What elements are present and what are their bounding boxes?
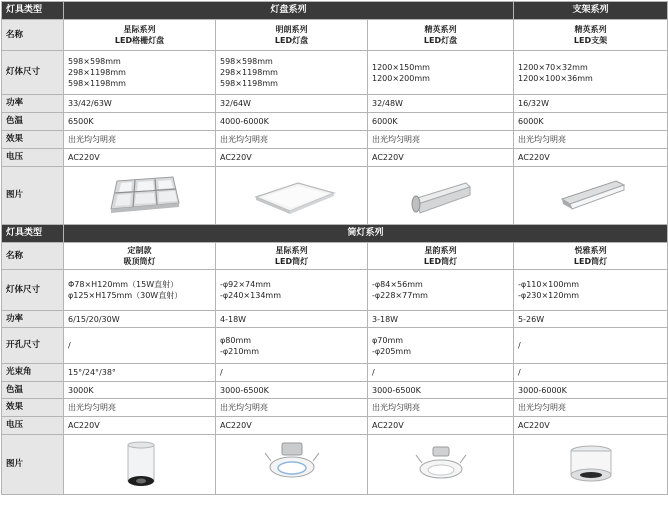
product-series: 星际系列 — [275, 246, 308, 255]
top-name-row — [2, 20, 668, 51]
flat-panel-image — [242, 173, 342, 219]
size-cell — [514, 51, 668, 95]
size-value: 598×1198mm — [68, 79, 126, 88]
voltage-value: AC220V — [368, 417, 514, 435]
row-label-voltage: 电压 — [2, 149, 64, 167]
power-value: 16/32W — [514, 95, 668, 113]
row-label-power: 功率 — [2, 95, 64, 113]
row-label-picture: 图片 — [2, 435, 64, 495]
cct-value: 3000-6000K — [514, 382, 668, 399]
row-label-name: 名称 — [2, 20, 64, 51]
voltage-value: AC220V — [514, 149, 668, 167]
beam-value: / — [368, 364, 514, 382]
size-value: 598×1198mm — [220, 79, 278, 88]
product-type: LED灯盘 — [423, 36, 458, 45]
bottom-cct-row — [2, 382, 668, 399]
row-label-beam: 光束角 — [2, 364, 64, 382]
product-name — [64, 20, 216, 51]
power-value: 5-26W — [514, 311, 668, 328]
size-value: 1200×100×36mm — [518, 73, 593, 83]
effect-value: 出光均匀明亮 — [64, 399, 216, 417]
picture-cell — [368, 435, 514, 495]
cct-value: 6000K — [368, 113, 514, 131]
top-size-row — [2, 51, 668, 95]
product-series: 定制款 — [127, 246, 152, 255]
bottom-group-downlight-series: 筒灯系列 — [64, 225, 668, 243]
recessed-downlight-image — [257, 437, 327, 493]
picture-cell — [216, 167, 368, 225]
effect-value: 出光均匀明亮 — [64, 131, 216, 149]
cct-value: 4000-6000K — [216, 113, 368, 131]
cct-value: 3000K — [64, 382, 216, 399]
picture-cell — [514, 167, 668, 225]
row-label-picture: 图片 — [2, 167, 64, 225]
product-name — [64, 243, 216, 270]
beam-value: / — [216, 364, 368, 382]
product-name — [368, 20, 514, 51]
bottom-name-row — [2, 243, 668, 270]
product-type: 吸顶筒灯 — [123, 257, 156, 266]
product-type: LED支架 — [573, 36, 608, 45]
size-value: -φ110×100mm — [518, 280, 580, 289]
row-label-cct: 色温 — [2, 113, 64, 131]
product-type: LED格栅灯盘 — [114, 36, 165, 45]
picture-cell — [64, 435, 216, 495]
bottom-picture-row — [2, 435, 668, 495]
cutout-value: / — [518, 341, 521, 350]
product-name — [514, 20, 668, 51]
top-cct-row — [2, 113, 668, 131]
product-type: LED灯盘 — [274, 36, 309, 45]
row-label-cct: 色温 — [2, 382, 64, 399]
surface-cylinder-image — [110, 437, 170, 493]
cct-value: 3000-6500K — [368, 382, 514, 399]
power-value: 32/64W — [216, 95, 368, 113]
bottom-voltage-row — [2, 417, 668, 435]
cct-value: 3000-6500K — [216, 382, 368, 399]
power-value: 33/42/63W — [64, 95, 216, 113]
effect-value: 出光均匀明亮 — [368, 399, 514, 417]
product-name — [368, 243, 514, 270]
cutout-cell — [514, 328, 668, 364]
product-series: 星际系列 — [123, 25, 156, 34]
power-value: 6/15/20/30W — [64, 311, 216, 328]
bottom-beam-row — [2, 364, 668, 382]
cutout-value: -φ205mm — [372, 346, 412, 356]
row-label-power: 功率 — [2, 311, 64, 328]
cutout-cell — [64, 328, 216, 364]
product-series: 悦雅系列 — [574, 246, 607, 255]
product-series: 精英系列 — [574, 25, 607, 34]
grille-panel-image — [95, 173, 185, 219]
batten-image — [546, 173, 636, 219]
top-group-bracket-series: 支架系列 — [514, 2, 668, 20]
cutout-value: φ80mm — [220, 335, 252, 345]
bottom-effect-row — [2, 399, 668, 417]
size-value: φ125×H175mm（30W直射） — [68, 291, 183, 300]
effect-value: 出光均匀明亮 — [216, 399, 368, 417]
voltage-value: AC220V — [514, 417, 668, 435]
effect-value: 出光均匀明亮 — [514, 399, 668, 417]
size-value: -φ240×134mm — [220, 291, 281, 300]
bottom-cutout-row — [2, 328, 668, 364]
size-value: 1200×200mm — [372, 73, 430, 83]
size-value: 1200×70×32mm — [518, 62, 588, 72]
row-label-voltage: 电压 — [2, 417, 64, 435]
row-label-name: 名称 — [2, 243, 64, 270]
size-cell — [64, 51, 216, 95]
size-value: 598×598mm — [220, 57, 273, 66]
size-value: -φ92×74mm — [220, 280, 271, 289]
spec-sheet — [1, 1, 667, 505]
picture-cell — [216, 435, 368, 495]
size-cell — [216, 270, 368, 311]
voltage-value: AC220V — [368, 149, 514, 167]
power-value: 32/48W — [368, 95, 514, 113]
top-group-panel-series: 灯盘系列 — [64, 2, 514, 20]
beam-value: / — [514, 364, 668, 382]
row-label-effect: 效果 — [2, 131, 64, 149]
cutout-cell — [216, 328, 368, 364]
product-name — [514, 243, 668, 270]
size-cell — [368, 51, 514, 95]
picture-cell — [368, 167, 514, 225]
size-value: 298×1198mm — [220, 68, 278, 77]
size-value: Φ78×H120mm（15W直射） — [68, 280, 179, 289]
voltage-value: AC220V — [216, 149, 368, 167]
row-label-size: 灯体尺寸 — [2, 51, 64, 95]
power-value: 3-18W — [368, 311, 514, 328]
cutout-cell — [368, 328, 514, 364]
cutout-value: / — [68, 341, 71, 350]
cct-value: 6500K — [64, 113, 216, 131]
row-label-effect: 效果 — [2, 399, 64, 417]
size-cell — [368, 270, 514, 311]
cutout-value: -φ210mm — [220, 346, 260, 356]
voltage-value: AC220V — [64, 149, 216, 167]
size-value: -φ84×56mm — [372, 280, 423, 289]
size-cell — [64, 270, 216, 311]
row-label-size: 灯体尺寸 — [2, 270, 64, 311]
bottom-power-row — [2, 311, 668, 328]
size-value: 598×598mm — [68, 57, 121, 66]
bottom-header-row — [2, 225, 668, 243]
top-type-label: 灯具类型 — [2, 2, 64, 20]
size-cell — [216, 51, 368, 95]
picture-cell — [64, 167, 216, 225]
linear-panel-image — [396, 173, 486, 219]
top-picture-row — [2, 167, 668, 225]
cct-value: 6000K — [514, 113, 668, 131]
product-spec-table — [1, 1, 668, 495]
product-series: 精英系列 — [424, 25, 457, 34]
top-power-row — [2, 95, 668, 113]
effect-value: 出光均匀明亮 — [216, 131, 368, 149]
product-type: LED筒灯 — [274, 257, 309, 266]
product-type: LED筒灯 — [423, 257, 458, 266]
top-header-row — [2, 2, 668, 20]
top-voltage-row — [2, 149, 668, 167]
product-type: LED筒灯 — [573, 257, 608, 266]
picture-cell — [514, 435, 668, 495]
cutout-value: φ70mm — [372, 335, 404, 345]
size-value: -φ230×120mm — [518, 291, 580, 300]
product-name — [216, 243, 368, 270]
product-series: 明朗系列 — [275, 25, 308, 34]
effect-value: 出光均匀明亮 — [514, 131, 668, 149]
effect-value: 出光均匀明亮 — [368, 131, 514, 149]
bottom-size-row — [2, 270, 668, 311]
surface-downlight-image — [561, 437, 621, 493]
slim-downlight-image — [406, 437, 476, 493]
top-effect-row — [2, 131, 668, 149]
bottom-type-label: 灯具类型 — [2, 225, 64, 243]
product-name — [216, 20, 368, 51]
row-label-cutout: 开孔尺寸 — [2, 328, 64, 364]
size-value: 298×1198mm — [68, 68, 126, 77]
beam-value: 15°/24°/38° — [64, 364, 216, 382]
power-value: 4-18W — [216, 311, 368, 328]
voltage-value: AC220V — [216, 417, 368, 435]
size-cell — [514, 270, 668, 311]
product-series: 星韵系列 — [424, 246, 457, 255]
size-value: 1200×150mm — [372, 62, 430, 72]
size-value: -φ228×77mm — [372, 291, 428, 300]
voltage-value: AC220V — [64, 417, 216, 435]
